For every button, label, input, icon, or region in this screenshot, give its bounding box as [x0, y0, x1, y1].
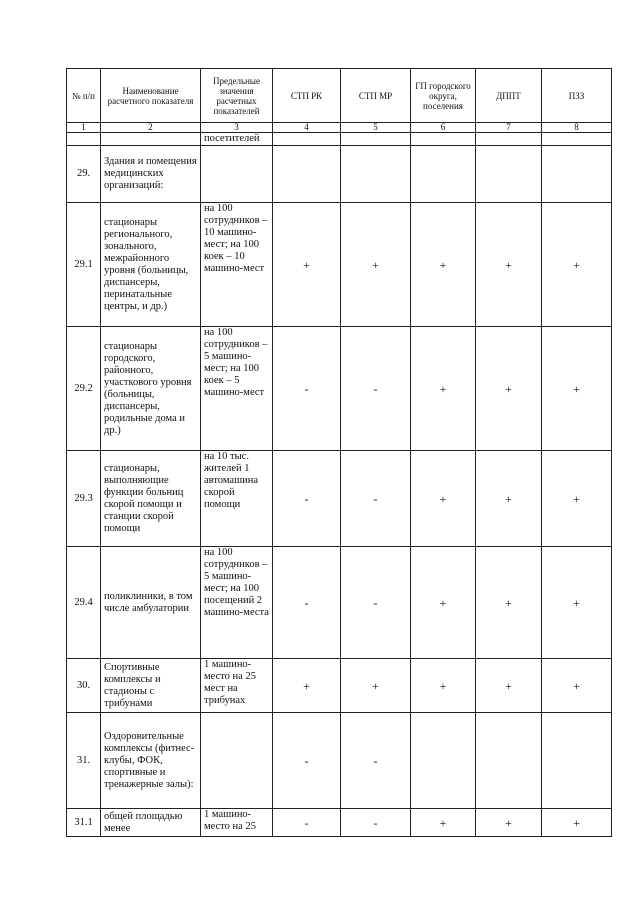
- header-col-stp-rk: СТП РК: [273, 69, 341, 123]
- row-mark: [411, 713, 476, 809]
- row-value: [201, 146, 273, 203]
- row-mark: -: [341, 809, 411, 837]
- row-mark: +: [542, 327, 612, 451]
- column-number: 4: [273, 123, 341, 133]
- row-number: 29.3: [67, 451, 101, 547]
- row-mark: +: [341, 203, 411, 327]
- row-mark: +: [411, 327, 476, 451]
- row-name: общей площадью менее: [101, 809, 201, 837]
- row-number: 29.4: [67, 547, 101, 659]
- table-row: [67, 203, 612, 327]
- carry-over-text: посетителей: [201, 133, 273, 146]
- row-mark: -: [341, 713, 411, 809]
- row-mark: [542, 713, 612, 809]
- row-mark: -: [273, 713, 341, 809]
- row-number: 29.1: [67, 203, 101, 327]
- row-mark: +: [341, 659, 411, 713]
- row-mark: [476, 146, 542, 203]
- column-numbers-row: [67, 123, 612, 133]
- row-mark: -: [273, 547, 341, 659]
- column-number: 1: [67, 123, 101, 133]
- row-value: на 10 тыс. жителей 1 автомашина скорой помощи: [201, 451, 273, 547]
- table-row: [67, 659, 612, 713]
- row-number: 30.: [67, 659, 101, 713]
- table-row: [67, 713, 612, 809]
- row-value: на 100 сотрудников – 5 машино-мест; на 100 посещений 2 машино-места: [201, 547, 273, 659]
- row-mark: -: [273, 327, 341, 451]
- row-value: 1 машино-место на 25 мест на трибунах: [201, 659, 273, 713]
- row-number: 29.: [67, 146, 101, 203]
- header-row: [67, 69, 612, 123]
- row-number: 29.2: [67, 327, 101, 451]
- row-name: стационары регионального, зонального, межрайонного уровня (больницы, диспансеры, перинатальные центры, и др.): [101, 203, 201, 327]
- row-mark: [542, 146, 612, 203]
- row-mark: +: [411, 451, 476, 547]
- header-col-gp: ГП городского округа, поселения: [411, 69, 476, 123]
- row-mark: +: [273, 203, 341, 327]
- column-number: 5: [341, 123, 411, 133]
- row-mark: +: [273, 659, 341, 713]
- row-mark: [273, 146, 341, 203]
- row-name: Здания и помещения медицинских организаций:: [101, 146, 201, 203]
- header-col-stp-mr: СТП МР: [341, 69, 411, 123]
- table-row: [67, 327, 612, 451]
- header-col-name: Наименование расчетного показателя: [101, 69, 201, 123]
- header-col-pzz: ПЗЗ: [542, 69, 612, 123]
- column-number: 2: [101, 123, 201, 133]
- column-number: 7: [476, 123, 542, 133]
- row-value: на 100 сотрудников – 10 машино-мест; на 100 коек – 10 машино-мест: [201, 203, 273, 327]
- row-mark: +: [476, 659, 542, 713]
- column-number: 8: [542, 123, 612, 133]
- carry-over-row: [67, 133, 612, 146]
- row-mark: +: [476, 547, 542, 659]
- row-mark: +: [542, 203, 612, 327]
- row-mark: +: [476, 809, 542, 837]
- row-name: Спортивные комплексы и стадионы с трибунами: [101, 659, 201, 713]
- row-mark: -: [341, 547, 411, 659]
- row-mark: +: [411, 547, 476, 659]
- header-col-dppt: ДППТ: [476, 69, 542, 123]
- row-value: [201, 713, 273, 809]
- parking-norms-table: [66, 68, 612, 837]
- row-mark: +: [411, 809, 476, 837]
- row-name: поликлиники, в том числе амбулатории: [101, 547, 201, 659]
- row-mark: +: [411, 203, 476, 327]
- row-name: Оздоровительные комплексы (фитнес-клубы, ФОК, спортивные и тренажерные залы):: [101, 713, 201, 809]
- row-mark: +: [476, 327, 542, 451]
- row-name: стационары, выполняющие функции больниц скорой помощи и станции скорой помощи: [101, 451, 201, 547]
- column-number: 6: [411, 123, 476, 133]
- row-value: на 100 сотрудников – 5 машино-мест; на 100 коек – 5 машино-мест: [201, 327, 273, 451]
- row-mark: +: [542, 659, 612, 713]
- row-mark: +: [476, 451, 542, 547]
- row-value: 1 машино-место на 25: [201, 809, 273, 837]
- row-mark: +: [542, 451, 612, 547]
- row-mark: -: [341, 451, 411, 547]
- row-name: стационары городского, районного, участкового уровня (больницы, диспансеры, родильные дома и др.): [101, 327, 201, 451]
- column-number: 3: [201, 123, 273, 133]
- row-mark: +: [476, 203, 542, 327]
- table-row: [67, 809, 612, 837]
- table-row: [67, 451, 612, 547]
- row-mark: +: [542, 809, 612, 837]
- row-number: 31.: [67, 713, 101, 809]
- row-mark: -: [273, 451, 341, 547]
- row-mark: +: [542, 547, 612, 659]
- row-mark: [341, 146, 411, 203]
- row-mark: +: [411, 659, 476, 713]
- row-mark: -: [273, 809, 341, 837]
- row-mark: [476, 713, 542, 809]
- row-mark: [411, 146, 476, 203]
- row-mark: -: [341, 327, 411, 451]
- table-row: [67, 146, 612, 203]
- header-col-number: № п/п: [67, 69, 101, 123]
- table-row: [67, 547, 612, 659]
- row-number: 31.1: [67, 809, 101, 837]
- header-col-values: Предельные значения расчетных показателей: [201, 69, 273, 123]
